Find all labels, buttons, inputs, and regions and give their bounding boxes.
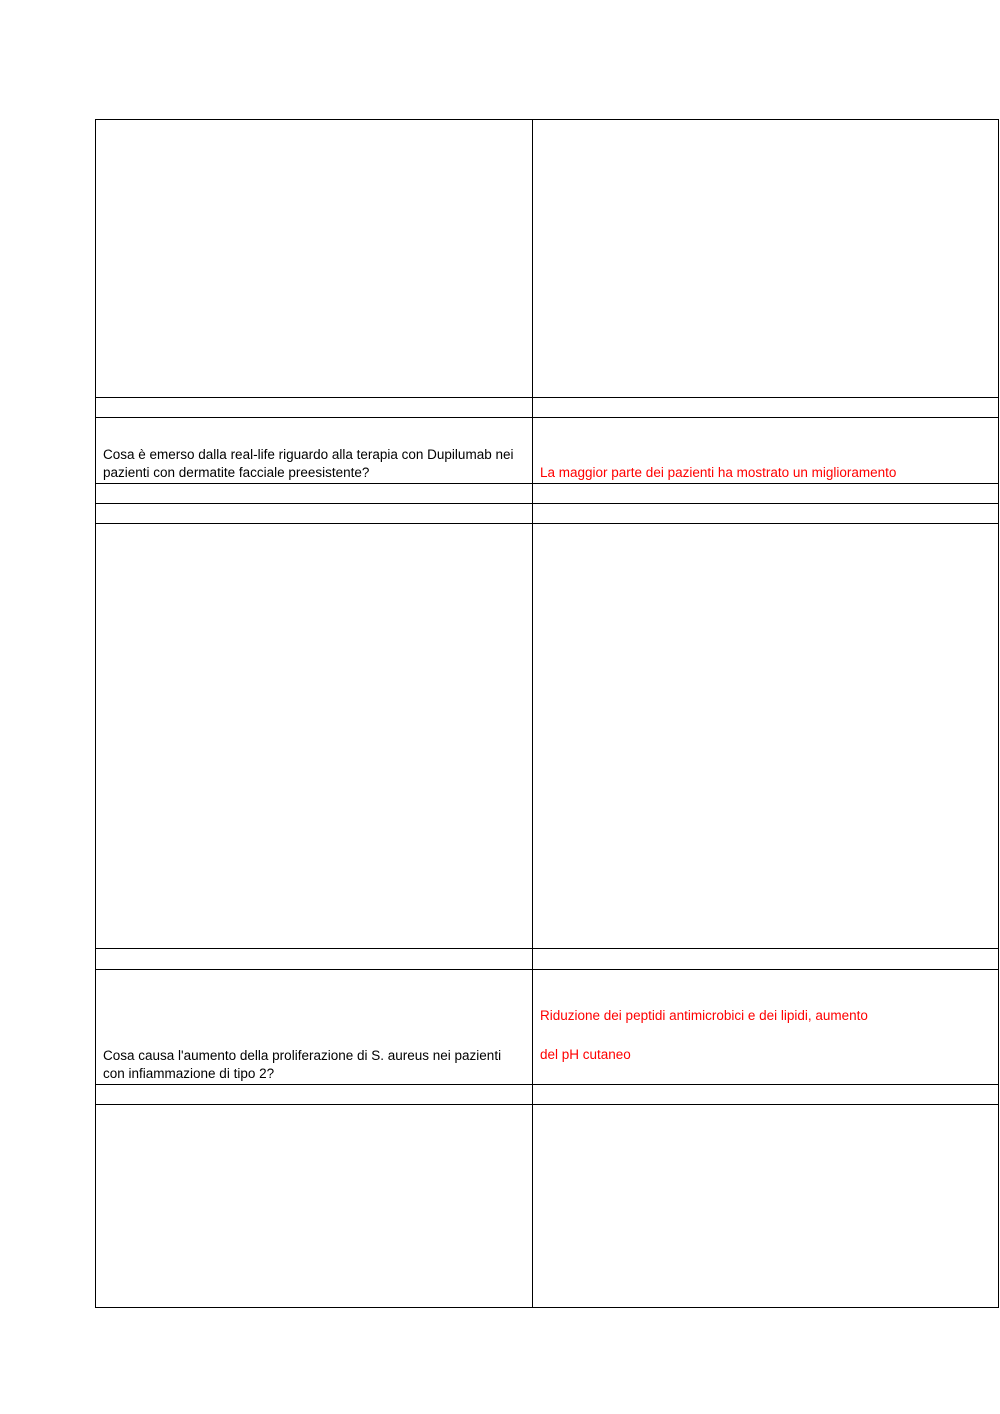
answer-line: La maggior parte dei pazienti ha mostrato un miglioramento bbox=[540, 465, 897, 480]
table-cell-answer bbox=[532, 1104, 999, 1308]
qa-table bbox=[95, 119, 999, 1308]
answer-line: Riduzione dei peptidi antimicrobici e dei lipidi, aumento bbox=[540, 1008, 868, 1023]
table-cell-question bbox=[95, 483, 532, 503]
table-cell-answer bbox=[532, 503, 999, 523]
question-line: Cosa è emerso dalla real-life riguardo alla terapia con Dupilumab nei bbox=[103, 447, 514, 462]
table-cell-answer bbox=[532, 119, 999, 397]
table-cell-answer bbox=[532, 948, 999, 969]
question-line: pazienti con dermatite facciale preesistente? bbox=[103, 465, 370, 480]
question-line: con infiammazione di tipo 2? bbox=[103, 1066, 275, 1081]
table-cell-answer bbox=[532, 417, 999, 483]
table-cell-answer bbox=[532, 1084, 999, 1104]
table-cell-answer bbox=[532, 523, 999, 948]
table-cell-question bbox=[95, 503, 532, 523]
table-cell-question bbox=[95, 397, 532, 417]
table-cell-answer bbox=[532, 483, 999, 503]
table-cell-question bbox=[95, 1084, 532, 1104]
answer-line: del pH cutaneo bbox=[540, 1047, 631, 1062]
question-line: Cosa causa l'aumento della proliferazione di S. aureus nei pazienti bbox=[103, 1048, 502, 1063]
table-cell-question bbox=[95, 417, 532, 483]
table-cell-question bbox=[95, 119, 532, 397]
table-cell-question bbox=[95, 948, 532, 969]
table-cell-question bbox=[95, 969, 532, 1084]
table-cell-answer bbox=[532, 397, 999, 417]
table-cell-answer bbox=[532, 969, 999, 1084]
table-cell-question bbox=[95, 1104, 532, 1308]
table-cell-question bbox=[95, 523, 532, 948]
